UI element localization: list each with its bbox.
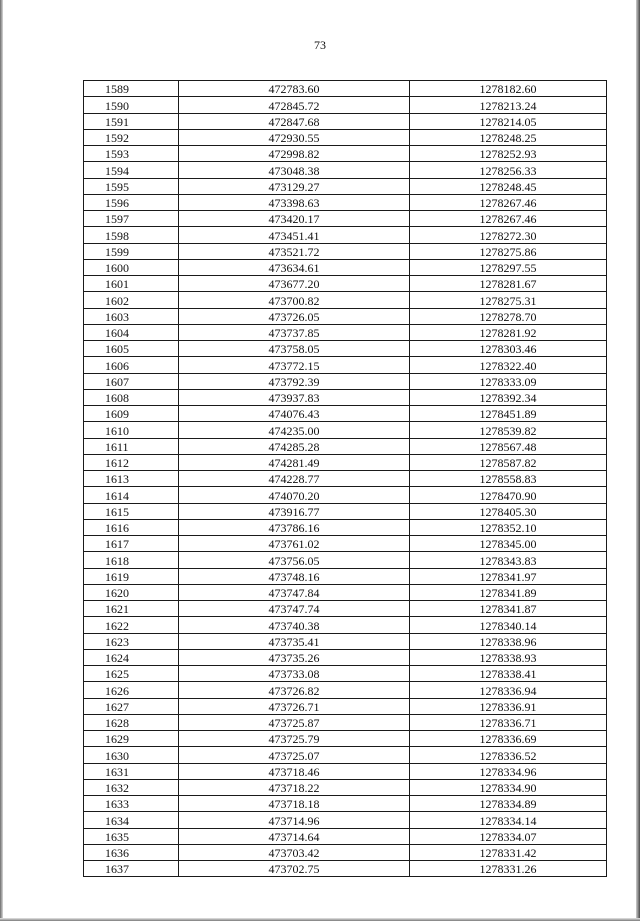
point-number-cell: 1615 bbox=[84, 503, 179, 519]
y-coordinate-cell: 1278405.30 bbox=[410, 503, 607, 519]
table-row bbox=[84, 357, 607, 373]
table-row bbox=[84, 227, 607, 243]
point-number-cell: 1591 bbox=[84, 113, 179, 129]
point-number-cell: 1612 bbox=[84, 454, 179, 470]
x-coordinate-cell: 473733.08 bbox=[179, 666, 410, 682]
coordinates-table-container bbox=[83, 80, 584, 877]
table-row bbox=[84, 471, 607, 487]
point-number-cell: 1593 bbox=[84, 146, 179, 162]
x-coordinate-cell: 473747.74 bbox=[179, 601, 410, 617]
table-row bbox=[84, 194, 607, 210]
table-row bbox=[84, 487, 607, 503]
x-coordinate-cell: 472783.60 bbox=[179, 81, 410, 97]
y-coordinate-cell: 1278275.31 bbox=[410, 292, 607, 308]
y-coordinate-cell: 1278281.67 bbox=[410, 276, 607, 292]
table-row bbox=[84, 584, 607, 600]
table-row bbox=[84, 779, 607, 795]
y-coordinate-cell: 1278336.52 bbox=[410, 747, 607, 763]
point-number-cell: 1620 bbox=[84, 584, 179, 600]
x-coordinate-cell: 473398.63 bbox=[179, 194, 410, 210]
x-coordinate-cell: 472845.72 bbox=[179, 97, 410, 113]
x-coordinate-cell: 472998.82 bbox=[179, 146, 410, 162]
table-row bbox=[84, 129, 607, 145]
x-coordinate-cell: 474285.28 bbox=[179, 438, 410, 454]
table-row bbox=[84, 438, 607, 454]
table-row bbox=[84, 763, 607, 779]
x-coordinate-cell: 473451.41 bbox=[179, 227, 410, 243]
table-row bbox=[84, 259, 607, 275]
point-number-cell: 1631 bbox=[84, 763, 179, 779]
point-number-cell: 1619 bbox=[84, 568, 179, 584]
table-row bbox=[84, 698, 607, 714]
point-number-cell: 1599 bbox=[84, 243, 179, 259]
x-coordinate-cell: 473735.41 bbox=[179, 633, 410, 649]
y-coordinate-cell: 1278275.86 bbox=[410, 243, 607, 259]
point-number-cell: 1592 bbox=[84, 129, 179, 145]
table-row bbox=[84, 503, 607, 519]
y-coordinate-cell: 1278278.70 bbox=[410, 308, 607, 324]
point-number-cell: 1630 bbox=[84, 747, 179, 763]
table-row bbox=[84, 454, 607, 470]
y-coordinate-cell: 1278333.09 bbox=[410, 373, 607, 389]
y-coordinate-cell: 1278281.92 bbox=[410, 324, 607, 340]
table-row bbox=[84, 406, 607, 422]
table-row bbox=[84, 666, 607, 682]
y-coordinate-cell: 1278213.24 bbox=[410, 97, 607, 113]
point-number-cell: 1637 bbox=[84, 861, 179, 877]
x-coordinate-cell: 472930.55 bbox=[179, 129, 410, 145]
y-coordinate-cell: 1278338.41 bbox=[410, 666, 607, 682]
point-number-cell: 1610 bbox=[84, 422, 179, 438]
table-row bbox=[84, 81, 607, 97]
point-number-cell: 1605 bbox=[84, 341, 179, 357]
point-number-cell: 1636 bbox=[84, 844, 179, 860]
y-coordinate-cell: 1278336.91 bbox=[410, 698, 607, 714]
point-number-cell: 1625 bbox=[84, 666, 179, 682]
point-number-cell: 1622 bbox=[84, 617, 179, 633]
y-coordinate-cell: 1278343.83 bbox=[410, 552, 607, 568]
x-coordinate-cell: 474070.20 bbox=[179, 487, 410, 503]
y-coordinate-cell: 1278248.45 bbox=[410, 178, 607, 194]
y-coordinate-cell: 1278345.00 bbox=[410, 536, 607, 552]
point-number-cell: 1633 bbox=[84, 796, 179, 812]
table-row bbox=[84, 211, 607, 227]
point-number-cell: 1634 bbox=[84, 812, 179, 828]
x-coordinate-cell: 473726.71 bbox=[179, 698, 410, 714]
table-row bbox=[84, 861, 607, 877]
table-row bbox=[84, 519, 607, 535]
point-number-cell: 1596 bbox=[84, 194, 179, 210]
point-number-cell: 1611 bbox=[84, 438, 179, 454]
table-row bbox=[84, 276, 607, 292]
x-coordinate-cell: 473677.20 bbox=[179, 276, 410, 292]
y-coordinate-cell: 1278334.96 bbox=[410, 763, 607, 779]
x-coordinate-cell: 472847.68 bbox=[179, 113, 410, 129]
x-coordinate-cell: 473747.84 bbox=[179, 584, 410, 600]
point-number-cell: 1617 bbox=[84, 536, 179, 552]
x-coordinate-cell: 473129.27 bbox=[179, 178, 410, 194]
y-coordinate-cell: 1278252.93 bbox=[410, 146, 607, 162]
x-coordinate-cell: 473702.75 bbox=[179, 861, 410, 877]
x-coordinate-cell: 473521.72 bbox=[179, 243, 410, 259]
point-number-cell: 1616 bbox=[84, 519, 179, 535]
y-coordinate-cell: 1278256.33 bbox=[410, 162, 607, 178]
table-row bbox=[84, 633, 607, 649]
x-coordinate-cell: 474281.49 bbox=[179, 454, 410, 470]
point-number-cell: 1600 bbox=[84, 259, 179, 275]
x-coordinate-cell: 473726.05 bbox=[179, 308, 410, 324]
x-coordinate-cell: 473735.26 bbox=[179, 649, 410, 665]
x-coordinate-cell: 473761.02 bbox=[179, 536, 410, 552]
y-coordinate-cell: 1278297.55 bbox=[410, 259, 607, 275]
table-row bbox=[84, 649, 607, 665]
y-coordinate-cell: 1278338.96 bbox=[410, 633, 607, 649]
y-coordinate-cell: 1278341.97 bbox=[410, 568, 607, 584]
y-coordinate-cell: 1278336.71 bbox=[410, 714, 607, 730]
x-coordinate-cell: 474228.77 bbox=[179, 471, 410, 487]
y-coordinate-cell: 1278558.83 bbox=[410, 471, 607, 487]
x-coordinate-cell: 473725.07 bbox=[179, 747, 410, 763]
y-coordinate-cell: 1278470.90 bbox=[410, 487, 607, 503]
x-coordinate-cell: 473714.96 bbox=[179, 812, 410, 828]
point-number-cell: 1626 bbox=[84, 682, 179, 698]
x-coordinate-cell: 473718.18 bbox=[179, 796, 410, 812]
point-number-cell: 1594 bbox=[84, 162, 179, 178]
y-coordinate-cell: 1278182.60 bbox=[410, 81, 607, 97]
y-coordinate-cell: 1278392.34 bbox=[410, 389, 607, 405]
table-row bbox=[84, 568, 607, 584]
y-coordinate-cell: 1278303.46 bbox=[410, 341, 607, 357]
x-coordinate-cell: 473048.38 bbox=[179, 162, 410, 178]
x-coordinate-cell: 473725.79 bbox=[179, 731, 410, 747]
table-row bbox=[84, 796, 607, 812]
table-row bbox=[84, 601, 607, 617]
table-row bbox=[84, 389, 607, 405]
point-number-cell: 1635 bbox=[84, 828, 179, 844]
point-number-cell: 1623 bbox=[84, 633, 179, 649]
point-number-cell: 1621 bbox=[84, 601, 179, 617]
table-row bbox=[84, 747, 607, 763]
y-coordinate-cell: 1278322.40 bbox=[410, 357, 607, 373]
table-row bbox=[84, 682, 607, 698]
table-row bbox=[84, 292, 607, 308]
point-number-cell: 1604 bbox=[84, 324, 179, 340]
y-coordinate-cell: 1278334.07 bbox=[410, 828, 607, 844]
x-coordinate-cell: 473718.22 bbox=[179, 779, 410, 795]
x-coordinate-cell: 473737.85 bbox=[179, 324, 410, 340]
y-coordinate-cell: 1278272.30 bbox=[410, 227, 607, 243]
table-row bbox=[84, 97, 607, 113]
point-number-cell: 1589 bbox=[84, 81, 179, 97]
y-coordinate-cell: 1278336.94 bbox=[410, 682, 607, 698]
y-coordinate-cell: 1278267.46 bbox=[410, 194, 607, 210]
point-number-cell: 1624 bbox=[84, 649, 179, 665]
y-coordinate-cell: 1278331.26 bbox=[410, 861, 607, 877]
point-number-cell: 1614 bbox=[84, 487, 179, 503]
x-coordinate-cell: 473718.46 bbox=[179, 763, 410, 779]
y-coordinate-cell: 1278341.87 bbox=[410, 601, 607, 617]
x-coordinate-cell: 473703.42 bbox=[179, 844, 410, 860]
x-coordinate-cell: 473916.77 bbox=[179, 503, 410, 519]
x-coordinate-cell: 473726.82 bbox=[179, 682, 410, 698]
point-number-cell: 1602 bbox=[84, 292, 179, 308]
x-coordinate-cell: 473772.15 bbox=[179, 357, 410, 373]
table-row bbox=[84, 341, 607, 357]
point-number-cell: 1609 bbox=[84, 406, 179, 422]
scan-edge-left bbox=[0, 0, 3, 921]
table-row bbox=[84, 714, 607, 730]
x-coordinate-cell: 473634.61 bbox=[179, 259, 410, 275]
point-number-cell: 1627 bbox=[84, 698, 179, 714]
y-coordinate-cell: 1278338.93 bbox=[410, 649, 607, 665]
point-number-cell: 1613 bbox=[84, 471, 179, 487]
table-row bbox=[84, 308, 607, 324]
y-coordinate-cell: 1278340.14 bbox=[410, 617, 607, 633]
coordinates-table bbox=[83, 80, 607, 877]
table-row bbox=[84, 552, 607, 568]
y-coordinate-cell: 1278352.10 bbox=[410, 519, 607, 535]
y-coordinate-cell: 1278587.82 bbox=[410, 454, 607, 470]
x-coordinate-cell: 473740.38 bbox=[179, 617, 410, 633]
point-number-cell: 1598 bbox=[84, 227, 179, 243]
y-coordinate-cell: 1278341.89 bbox=[410, 584, 607, 600]
coordinates-table-body bbox=[84, 81, 607, 877]
y-coordinate-cell: 1278336.69 bbox=[410, 731, 607, 747]
point-number-cell: 1603 bbox=[84, 308, 179, 324]
point-number-cell: 1628 bbox=[84, 714, 179, 730]
y-coordinate-cell: 1278267.46 bbox=[410, 211, 607, 227]
x-coordinate-cell: 473792.39 bbox=[179, 373, 410, 389]
point-number-cell: 1608 bbox=[84, 389, 179, 405]
y-coordinate-cell: 1278451.89 bbox=[410, 406, 607, 422]
point-number-cell: 1618 bbox=[84, 552, 179, 568]
x-coordinate-cell: 473714.64 bbox=[179, 828, 410, 844]
x-coordinate-cell: 473420.17 bbox=[179, 211, 410, 227]
x-coordinate-cell: 474235.00 bbox=[179, 422, 410, 438]
table-row bbox=[84, 243, 607, 259]
x-coordinate-cell: 473758.05 bbox=[179, 341, 410, 357]
point-number-cell: 1597 bbox=[84, 211, 179, 227]
table-row bbox=[84, 812, 607, 828]
table-row bbox=[84, 617, 607, 633]
table-row bbox=[84, 844, 607, 860]
table-row bbox=[84, 536, 607, 552]
x-coordinate-cell: 473937.83 bbox=[179, 389, 410, 405]
y-coordinate-cell: 1278334.90 bbox=[410, 779, 607, 795]
x-coordinate-cell: 473748.16 bbox=[179, 568, 410, 584]
table-row bbox=[84, 113, 607, 129]
table-row bbox=[84, 178, 607, 194]
point-number-cell: 1632 bbox=[84, 779, 179, 795]
point-number-cell: 1590 bbox=[84, 97, 179, 113]
table-row bbox=[84, 162, 607, 178]
page-number: 73 bbox=[314, 38, 326, 52]
x-coordinate-cell: 473786.16 bbox=[179, 519, 410, 535]
point-number-cell: 1629 bbox=[84, 731, 179, 747]
point-number-cell: 1595 bbox=[84, 178, 179, 194]
y-coordinate-cell: 1278567.48 bbox=[410, 438, 607, 454]
y-coordinate-cell: 1278334.89 bbox=[410, 796, 607, 812]
y-coordinate-cell: 1278248.25 bbox=[410, 129, 607, 145]
x-coordinate-cell: 473700.82 bbox=[179, 292, 410, 308]
x-coordinate-cell: 473756.05 bbox=[179, 552, 410, 568]
table-row bbox=[84, 731, 607, 747]
y-coordinate-cell: 1278334.14 bbox=[410, 812, 607, 828]
x-coordinate-cell: 473725.87 bbox=[179, 714, 410, 730]
scan-edge-right bbox=[636, 0, 640, 921]
table-row bbox=[84, 146, 607, 162]
table-row bbox=[84, 422, 607, 438]
y-coordinate-cell: 1278331.42 bbox=[410, 844, 607, 860]
table-row bbox=[84, 373, 607, 389]
table-row bbox=[84, 324, 607, 340]
table-row bbox=[84, 828, 607, 844]
point-number-cell: 1607 bbox=[84, 373, 179, 389]
y-coordinate-cell: 1278539.82 bbox=[410, 422, 607, 438]
point-number-cell: 1606 bbox=[84, 357, 179, 373]
point-number-cell: 1601 bbox=[84, 276, 179, 292]
x-coordinate-cell: 474076.43 bbox=[179, 406, 410, 422]
y-coordinate-cell: 1278214.05 bbox=[410, 113, 607, 129]
